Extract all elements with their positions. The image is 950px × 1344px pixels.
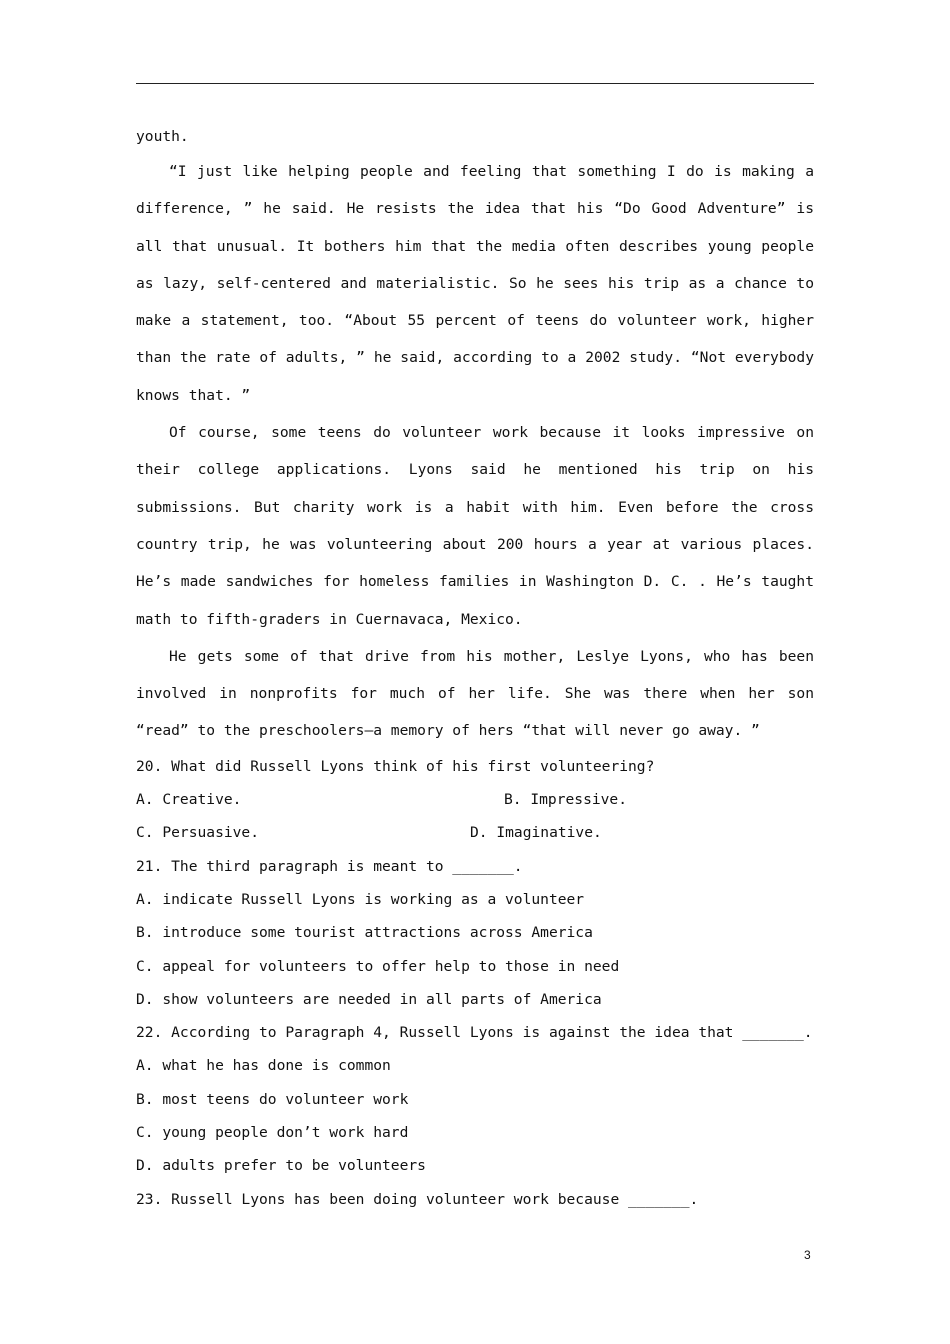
page-content <box>136 120 814 1216</box>
paragraph-2: Of course, some teens do volunteer work because it looks impressive on their college applications. Lyons said he mentioned his trip on his submissions. But charity work is a habit with him. Even before the cross country trip, he was volunteering about 200 hours a year at various places. He’s made sandwiches for homeless families in Washington D. C. . He’s taught math to fifth-graders in Cuernavaca, Mexico. <box>136 424 814 628</box>
question-20-option-c: C. Persuasive. <box>136 824 260 842</box>
question-22-stem: 22. According to Paragraph 4, Russell Lyons is against the idea that _______. <box>136 1024 813 1042</box>
question-22-option-c: C. young people don’t work hard <box>136 1124 409 1142</box>
question-21-stem: 21. The third paragraph is meant to _______. <box>136 857 523 875</box>
question-23-stem: 23. Russell Lyons has been doing volunteer work because _______. <box>136 1190 699 1208</box>
paragraph-3: He gets some of that drive from his mother, Leslye Lyons, who has been involved in nonprofits for much of her life. She was there when her son “read” to the preschoolers—a memory of hers “that will never go away. ” <box>136 647 814 740</box>
question-22-option-d: D. adults prefer to be volunteers <box>136 1157 426 1175</box>
question-21-option-d: D. show volunteers are needed in all parts of America <box>136 990 602 1008</box>
question-20-option-b: B. Impressive. <box>504 791 628 809</box>
continuation-text: youth. <box>136 128 189 145</box>
question-20-options-row-1 <box>136 783 814 816</box>
page-number: 3 <box>804 1248 811 1262</box>
question-21-option-a: A. indicate Russell Lyons is working as a volunteer <box>136 890 585 908</box>
paragraph-1: “I just like helping people and feeling that something I do is making a difference, ” he said. He resists the idea that his “Do Good Adventure” is all that unusual. It bothers him that the media often describes young people as lazy, self-centered and materialistic. So he sees his trip as a chance to make a statement, too. “About 55 percent of teens do volunteer work, higher than the rate of adults, ” he said, according to a 2002 study. “Not everybody knows that. ” <box>136 163 814 404</box>
question-20-option-d: D. Imaginative. <box>470 824 602 842</box>
question-20-stem: 20. What did Russell Lyons think of his first volunteering? <box>136 757 655 775</box>
header-rule <box>136 83 814 84</box>
question-20-option-a: A. Creative. <box>136 791 242 809</box>
question-22-option-a: A. what he has done is common <box>136 1057 391 1075</box>
question-22-option-b: B. most teens do volunteer work <box>136 1090 409 1108</box>
question-20-options-row-2 <box>136 816 814 849</box>
question-21-option-c: C. appeal for volunteers to offer help to those in need <box>136 957 620 975</box>
question-21-option-b: B. introduce some tourist attractions across America <box>136 924 593 942</box>
